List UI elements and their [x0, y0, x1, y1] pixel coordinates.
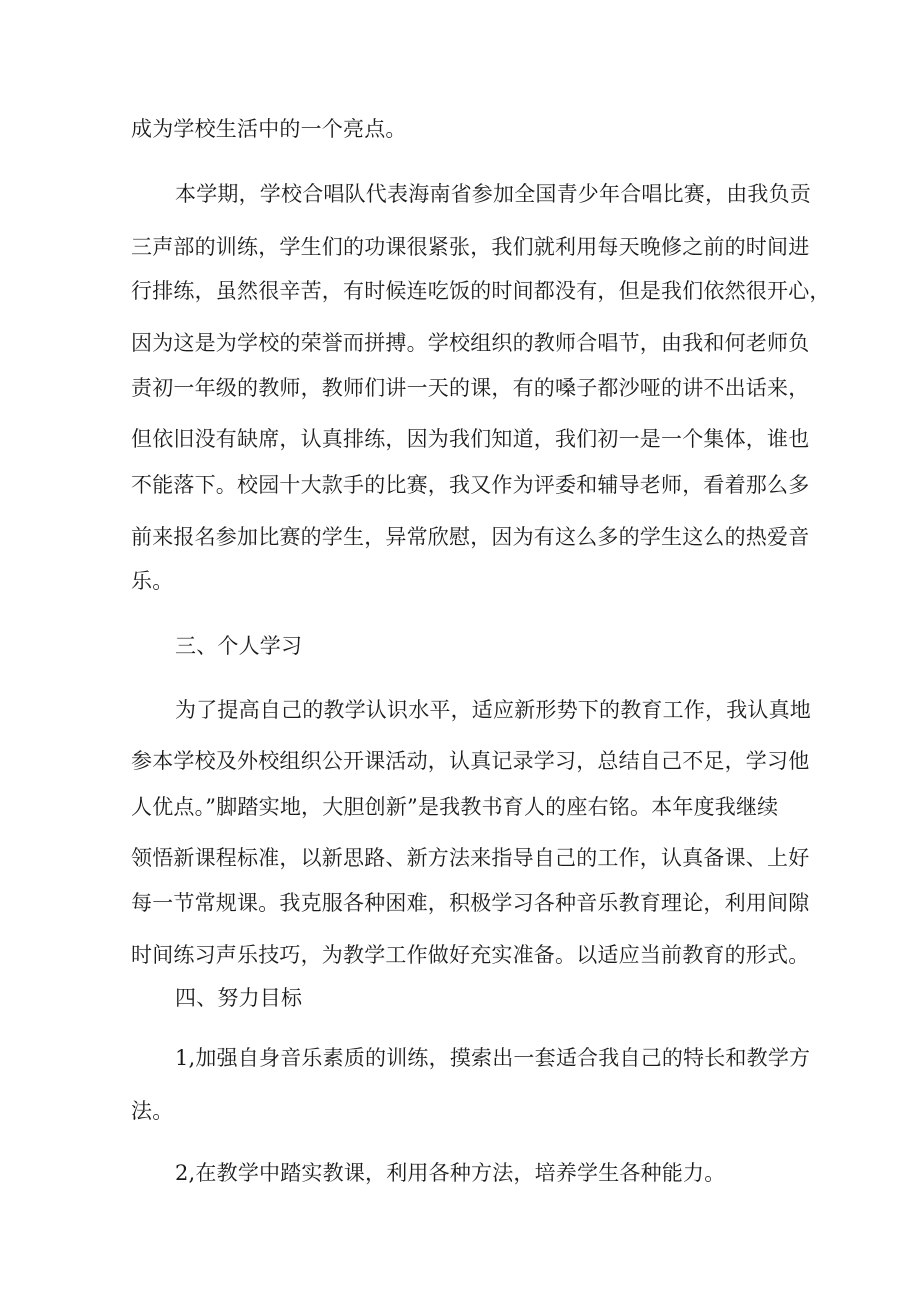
paragraph-choir-line: 责初一年级的教师，教师们讲一天的课，有的嗓子都沙哑的讲不出话来， [131, 376, 810, 400]
paragraph-study-line: 人优点。”脚踏实地，大胆创新”是我教书育人的座右铭。本年度我继续 [131, 795, 779, 819]
paragraph-study-line: 参本学校及外校组织公开课活动，认真记录学习，总结自己不足，学习他 [131, 749, 810, 773]
paragraph-choir-line: 乐。 [131, 569, 174, 593]
paragraph-intro-line: 成为学校生活中的一个亮点。 [131, 117, 407, 141]
paragraph-study-line: 领悟新课程标准，以新思路、新方法来指导自己的工作，认真备课、上好 [131, 846, 810, 870]
paragraph-choir-line: 不能落下。校园十大款手的比赛，我又作为评委和辅导老师，看着那么多 [131, 473, 810, 497]
goal-item-1-line: 1,加强自身音乐素质的训练，摸索出一套适合我自己的特长和教学方 [175, 1046, 811, 1070]
paragraph-choir-line: 因为这是为学校的荣誉而拼搏。学校组织的教师合唱节，由我和何老师负 [131, 331, 810, 355]
paragraph-choir-line: 三声部的训练，学生们的功课很紧张，我们就利用每天晚修之前的时间进 [131, 235, 810, 259]
paragraph-study-line: 时间练习声乐技巧，为教学工作做好充实准备。以适应当前教育的形式。 [131, 943, 810, 967]
section-heading-personal-study: 三、个人学习 [175, 634, 303, 658]
paragraph-choir-line: 前来报名参加比赛的学生，异常欣慰，因为有这么多的学生这么的热爱音 [131, 525, 810, 549]
paragraph-choir-line: 行排练，虽然很辛苦，有时候连吃饭的时间都没有，但是我们依然很开心， [131, 279, 831, 303]
goal-item-1-line: 法。 [131, 1099, 174, 1123]
section-heading-goals: 四、努力目标 [175, 986, 303, 1010]
goal-item-2-line: 2,在教学中踏实教课，利用各种方法，培养学生各种能力。 [175, 1161, 726, 1185]
paragraph-study-line: 为了提高自己的教学认识水平，适应新形势下的教育工作，我认真地 [175, 698, 811, 722]
paragraph-choir-line: 本学期，学校合唱队代表海南省参加全国青少年合唱比赛，由我负贡 [175, 182, 811, 206]
paragraph-choir-line: 但依旧没有缺席，认真排练，因为我们知道，我们初一是一个集体，谁也 [131, 427, 810, 451]
paragraph-study-line: 每一节常规课。我克服各种困难，积极学习各种音乐教育理论，利用间隙 [131, 891, 810, 915]
